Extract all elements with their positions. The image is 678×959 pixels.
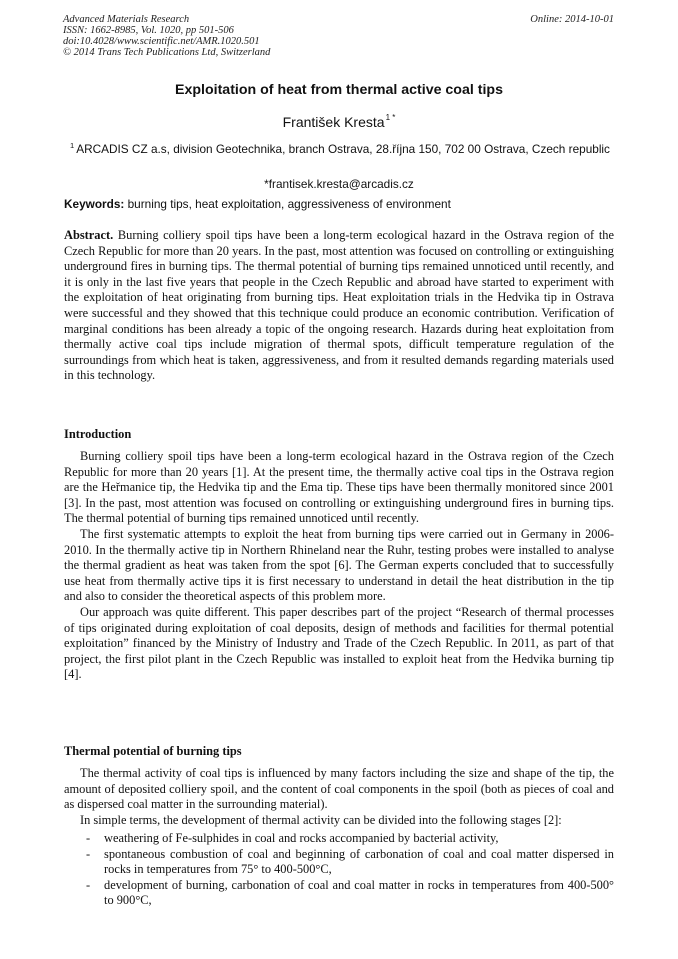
journal-name: Advanced Materials Research: [63, 14, 190, 25]
list-dash: -: [86, 846, 91, 861]
thermal-paragraph-1: The thermal activity of coal tips is influenced by many factors including the size and shape of the tip, the amount of deposited colliery spoil, and the content of coal components in the spoil (both as pieces of coal and as dispersed coal matter in the surrounding material).: [64, 766, 614, 812]
thermal-section: [64, 766, 614, 828]
author-email[interactable]: *frantisek.kresta@arcadis.cz: [264, 177, 414, 191]
journal-doi[interactable]: doi:10.4028/www.scientific.net/AMR.1020.501: [63, 36, 260, 47]
list-item: [64, 847, 614, 878]
author-line: [0, 113, 678, 130]
introduction-paragraph-2: The first systematic attempts to exploit the heat from burning tips were carried out in Germany in 2006-2010. In the thermally active tip in Northern Rhineland near the Ruhr, testing probes were installed to analyse the thermal gradient as heat was taken from the spot [6]. The German experts concluded that to successfully use heat from thermally active tips it is first necessary to understand in detail the heat distribution in the tip and also to consider the theoretical aspects of this problem more.: [64, 526, 614, 604]
keywords-label: Keywords:: [64, 197, 125, 211]
keywords: [64, 197, 624, 211]
abstract: [64, 228, 614, 384]
online-date: Online: 2014-10-01: [530, 14, 614, 25]
list-item-text: spontaneous combustion of coal and beginning of carbonation of coal and coal matter dispersed in rocks in temperatures from 75° to 400-500°C,: [104, 846, 614, 877]
abstract-label: Abstract.: [64, 228, 114, 242]
affiliation: [70, 138, 610, 158]
journal-header: [63, 14, 270, 58]
keywords-text: burning tips, heat exploitation, aggressiveness of environment: [124, 197, 451, 211]
introduction-paragraph-3: Our approach was quite different. This paper describes part of the project “Research of thermal processes of tips originated during exploitation of coal deposits, design of methods and facilities for thermal potential exploitation” financed by the Ministry of Industry and Trade of the Czech Republic. In 2011, as part of that project, the first pilot plant in the Czech Republic was installed to exploit heat from the Hedvika burning tip [4].: [64, 604, 614, 682]
introduction-section: [64, 449, 614, 683]
journal-copyright: © 2014 Trans Tech Publications Ltd, Switzerland: [63, 47, 271, 58]
author-name: František Kresta: [282, 114, 385, 130]
paper-title: Exploitation of heat from thermal active coal tips: [175, 82, 503, 98]
journal-issn: ISSN: 1662-8985, Vol. 1020, pp 501-506: [63, 25, 234, 36]
affiliation-text: ARCADIS CZ a.s, division Geotechnika, branch Ostrava, 28.října 150, 702 00 Ostrava, Czech republic: [76, 142, 610, 156]
abstract-text: Burning colliery spoil tips have been a long-term ecological hazard in the Ostrava region of the Czech Republic for more than 20 years. In the past, most attention was focused on controlling or extinguishing underground fires in burning tips. The thermal potential of burning tips remained unnoticed until recently, and it is only in the last five years that people in the Czech Republic and abroad have started to experiment with the exploitation of heat originating from burning tips. Heat exploitation trials in the Hedvika tip in Ostrava were successful and they showed that this technique could produce an economic contribution. Verification of marginal conditions has been already a topic of the ongoing research. Hazards during heat exploitation from thermally active coal tips include migration of thermal spots, difficult temperature regulation of the surroundings from which heat is taken, aggressiveness, and from it resulted demands regarding materials used in this technology.: [64, 228, 614, 383]
introduction-heading: Introduction: [64, 427, 132, 441]
author-superscript: 1 *: [385, 113, 396, 122]
list-item-text: weathering of Fe-sulphides in coal and rocks accompanied by bacterial activity,: [104, 831, 499, 845]
list-item-text: development of burning, carbonation of coal and coal matter in rocks in temperatures from 400-500° to 900°C,: [104, 877, 614, 908]
affiliation-superscript: 1: [70, 141, 75, 150]
list-item: [64, 878, 614, 909]
introduction-paragraph-1: Burning colliery spoil tips have been a long-term ecological hazard in the Ostrava region of the Czech Republic for more than 20 years [1]. At the present time, the thermally active coal tips in the Ostrava region are the Heřmanice tip, the Hedvika tip and the Ema tip. These tips have been thermally monitored since 2001 [3]. In the past, most attention was focused on controlling or extinguishing underground fires in burning tips. The thermal potential of burning tips remained unnoticed until recently.: [64, 449, 614, 526]
list-item: [64, 831, 614, 847]
thermal-heading: Thermal potential of burning tips: [64, 744, 242, 758]
list-dash: -: [86, 831, 91, 845]
stages-list: [64, 831, 614, 909]
thermal-paragraph-2: In simple terms, the development of thermal activity can be divided into the following stages [2]:: [80, 812, 562, 827]
list-dash: -: [86, 877, 91, 892]
